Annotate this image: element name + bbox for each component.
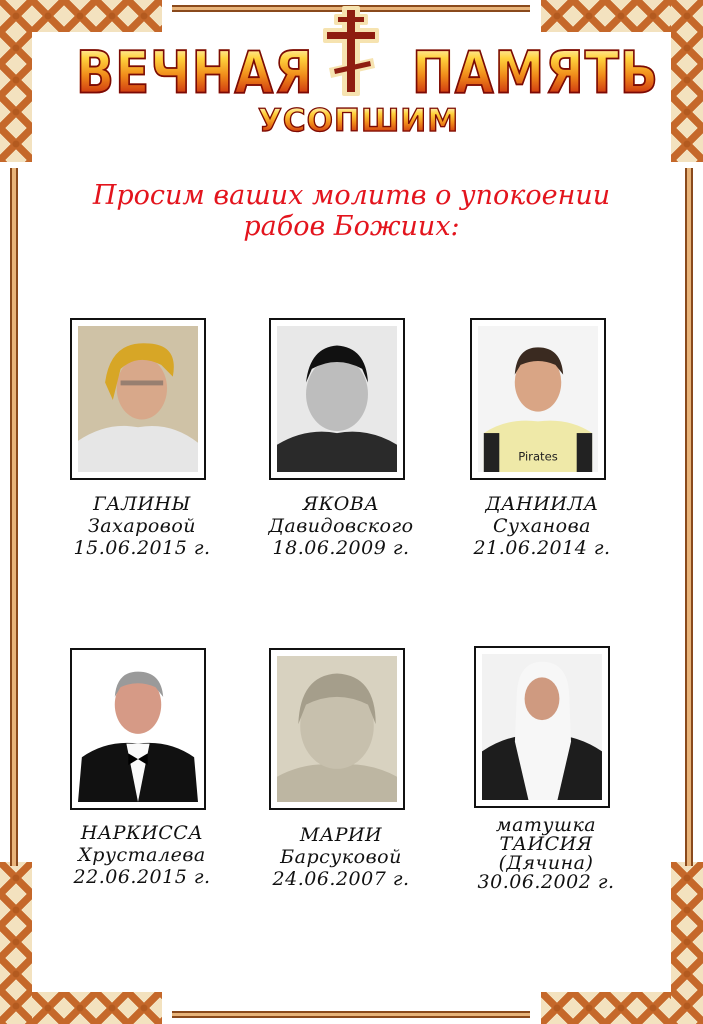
person-date: 30.06.2002 г.: [477, 871, 615, 893]
corner-ornament-top-left-vertical: [0, 0, 32, 162]
portrait-image: [277, 326, 397, 472]
person-surname: Захаровой: [87, 515, 197, 537]
person-date: 15.06.2015 г.: [73, 537, 211, 559]
portrait-photo: [70, 648, 206, 810]
portrait-photo: [70, 318, 206, 480]
border-line-bottom: [172, 1011, 530, 1018]
border-line-right: [685, 168, 693, 866]
header-word-right: ПАМЯТЬ: [412, 39, 660, 107]
prayer-line-2: рабов Божиих:: [243, 211, 460, 242]
corner-ornament-bottom-left-vertical: [0, 862, 32, 1024]
person-caption: [52, 822, 232, 888]
person-name: НАРКИССА: [80, 822, 204, 844]
portrait-image: [478, 326, 598, 472]
person-surname: (Дячина): [498, 852, 594, 874]
person-surname: Барсуковой: [280, 846, 402, 868]
portrait-photo: [470, 318, 606, 480]
person-caption: [251, 824, 431, 890]
person-surname: Хрусталева: [78, 844, 206, 866]
portrait-image: [78, 326, 198, 472]
portrait-photo: [269, 648, 405, 810]
person-name: МАРИИ: [299, 824, 383, 846]
person-caption: [456, 816, 636, 892]
corner-ornament-top-right-vertical: [671, 0, 703, 162]
person-date: 24.06.2007 г.: [272, 868, 410, 890]
portrait-photo: [269, 318, 405, 480]
header-word-left: ВЕЧНАЯ: [76, 39, 314, 107]
person-name: ДАНИИЛА: [485, 493, 599, 515]
prayer-line-1: Просим ваших молитв о упокоении: [92, 180, 611, 211]
person-name: ГАЛИНЫ: [93, 493, 191, 515]
person-date: 18.06.2009 г.: [272, 537, 410, 559]
person-name: ТАИСИЯ: [499, 833, 593, 855]
svg-text:Pirates: Pirates: [518, 449, 558, 464]
orthodox-cross-icon: [323, 6, 379, 96]
header-word-bottom: УСОПШИМ: [258, 103, 460, 139]
portrait-image: [78, 656, 198, 802]
portrait-image: [482, 654, 602, 800]
person-date: 22.06.2015 г.: [73, 866, 211, 888]
person-caption: [452, 493, 632, 559]
person-caption: [52, 493, 232, 559]
person-surname: Давидовского: [268, 515, 414, 537]
prayer-text: [40, 180, 663, 242]
person-caption: [251, 493, 431, 559]
person-surname: Суханова: [493, 515, 591, 537]
person-date: 21.06.2014 г.: [473, 537, 611, 559]
border-line-left: [10, 168, 18, 866]
portrait-photo: [474, 646, 610, 808]
person-name: ЯКОВА: [302, 493, 380, 515]
person-title: матушка: [495, 814, 597, 836]
portrait-image: [277, 656, 397, 802]
corner-ornament-bottom-right-vertical: [671, 862, 703, 1024]
